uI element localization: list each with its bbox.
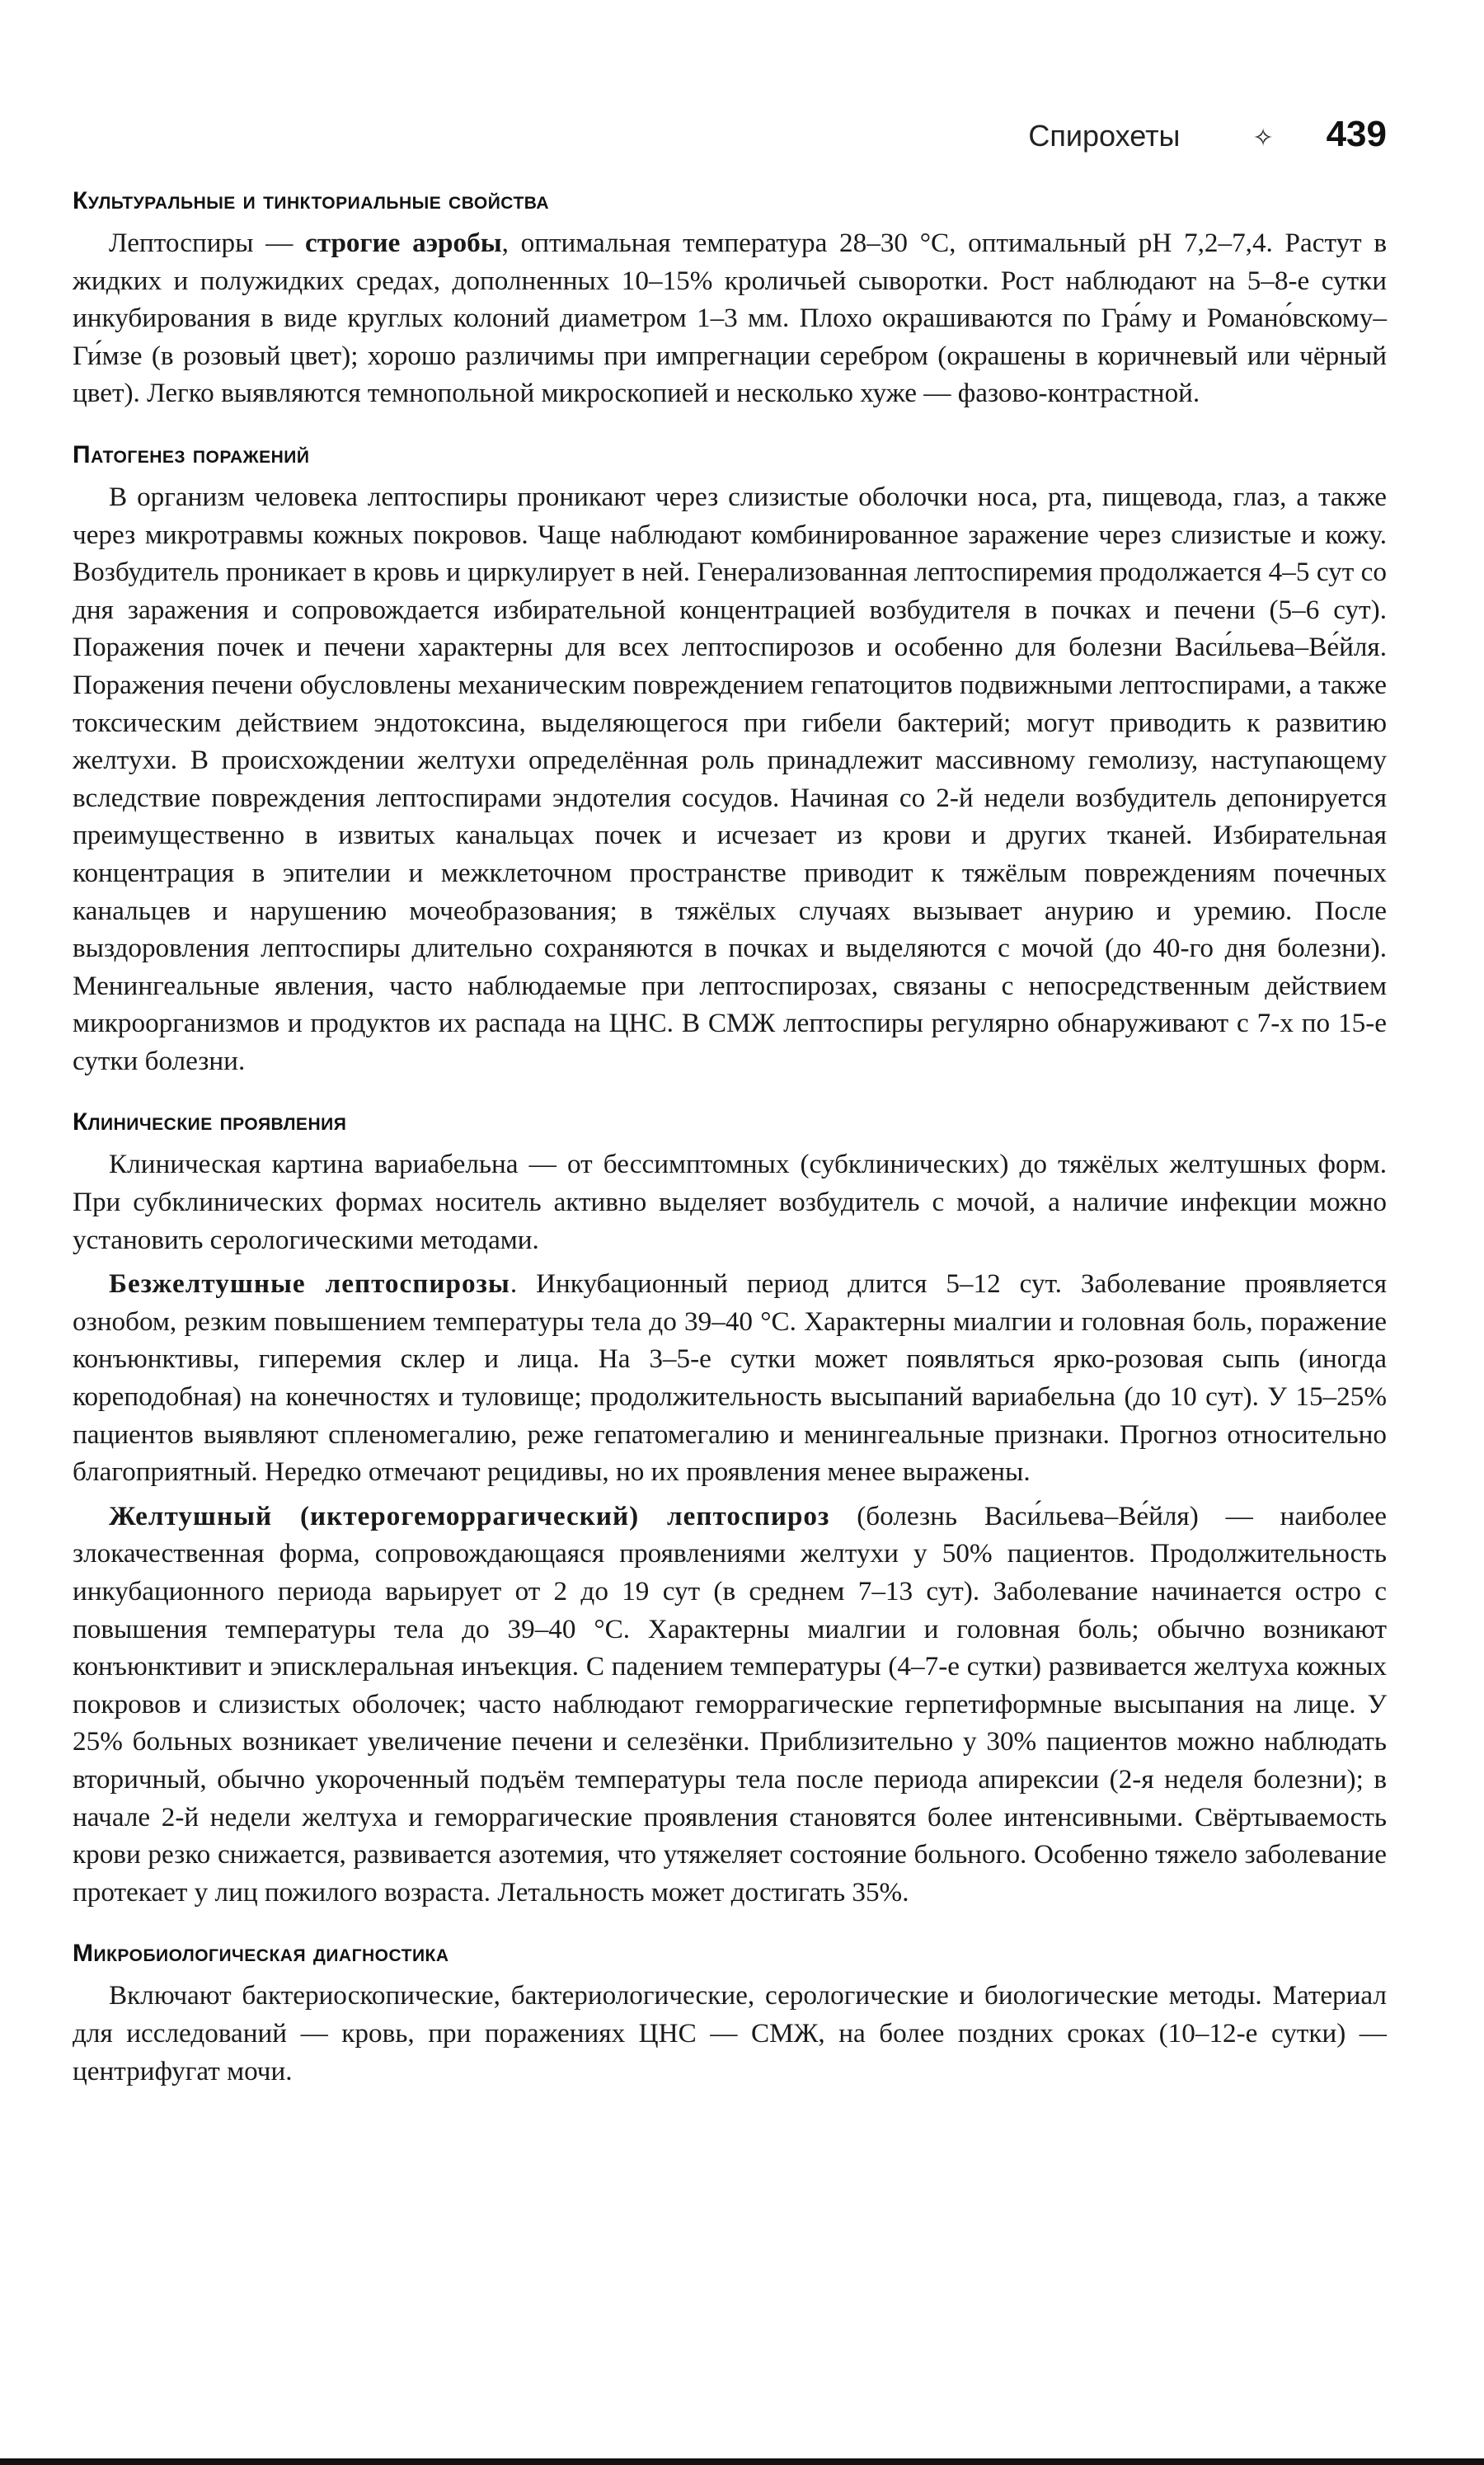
section-heading: Клинические проявления [73, 1108, 347, 1136]
paragraph-text: , оптимальная температура 28–30 °С, оптимальный рН 7,2–7,4. Растут в жидких и полужидких средах, дополненных 10–15% кроличьей сыворотки. Рост наблюдают на 5–8-е сутки инкубирования в виде круглых колоний диаметром 1–3 мм. Плохо окрашиваются по Гра́му и Романо́вскому–Ги́мзе (в розовый цвет); хорошо различимы при импрегнации серебром (окрашены в коричневый или чёрный цвет). Легко выявляются темнопольной микроскопией и несколько хуже — фазово-контрастной. [73, 228, 1388, 409]
section-heading: Культуральные и тинкториальные свойства [73, 187, 550, 214]
paragraph [73, 1498, 1387, 1912]
paragraph-text: В организм человека лептоспиры проникают через слизистые оболочки носа, рта, пищевода, глаз, а также через микротравмы кожных покровов. Чаще наблюдают комбинированное заражение через слизистые и кожу. Возбудитель проникает в кровь и циркулирует в ней. Генерализованная лептоспиремия продолжается 4–5 сут со дня заражения и сопровождается избирательной концентрацией возбудителя в почках и печени (5–6 сут). Поражения почек и печени характерны для всех лептоспирозов и особенно для болезни Васи́льева–Ве́йля. Поражения печени обусловлены механическим повреждением гепатоцитов подвижными лептоспирами, а также токсическим действием эндотоксина, выделяющегося при гибели бактерий; могут приводить к развитию желтухи. В происхождении желтухи определённая роль принадлежит массивному гемолизу, наступающему вследствие повреждения лептоспирами эндотелия сосудов. Начиная со 2-й недели возбудитель депонируется преимущественно в извитых канальцах почек и исчезает из крови и других тканей. Избирательная концентрация в эпителии и межклеточном пространстве приводит к тяжёлым повреждениям почечных канальцев и нарушению мочеобразования; в тяжёлых случаях вызывает анурию и уремию. После выздоровления лептоспиры длительно сохраняются в почках и выделяются с мочой (до 40-го дня болезни). Менингеальные явления, часто наблюдаемые при лептоспирозах, связаны с непосредственным действием микроорганизмов и продуктов их распада на ЦНС. В СМЖ лептоспиры регулярно обнаруживают с 7-х по 15-е сутки болезни. [73, 481, 1387, 1076]
section-pathogenesis [73, 437, 1387, 1080]
paragraph-text: (болезнь Васи́льева–Ве́йля) — наиболее злокачественная форма, сопровождающаяся проявлениями желтухи у 50% пациентов. Продолжительность инкубационного периода варьирует от 2 до 19 сут (в среднем 7–13 сут). Заболевание начинается остро с повышения температуры тела до 39–40 °С. Характерны миалгии и головная боль; обычно возникают конъюнктивит и эписклеральная инъекция. С падением температуры (4–7-е сутки) развивается желтуха кожных покровов и слизистых оболочек; часто наблюдают геморрагические герпетиформные высыпания на лице. У 25% больных возникает увеличение печени и селезёнки. Приблизительно у 30% пациентов можно наблюдать вторичный, обычно укороченный подъём температуры тела после периода апирексии (2-я неделя болезни); в начале 2-й недели желтуха и геморрагические проявления становятся более интенсивными. Свёртываемость крови резко снижается, развивается азотемия, что утяжеляет состояние больного. Особенно тяжело заболевание протекает у лиц пожилого возраста. Летальность может достигать 35%. [73, 1500, 1387, 1908]
page-bottom-edge [0, 2458, 1484, 2465]
running-head-title: Спирохеты [1028, 119, 1181, 153]
running-head [1028, 114, 1387, 155]
ornament-icon: ✧ [1252, 125, 1274, 152]
page-number: 439 [1326, 114, 1387, 154]
paragraph [73, 1145, 1387, 1258]
bold-term: строгие аэробы [305, 228, 502, 258]
paragraph [73, 1977, 1387, 2090]
paragraph [73, 224, 1387, 412]
section-heading: Патогенез поражений [73, 440, 310, 468]
section-clinical-manifestations [73, 1104, 1387, 1911]
section-heading: Микробиологическая диагностика [73, 1940, 449, 1968]
paragraph-text: Включают бактериоскопические, бактериологические, серологические и биологические методы. Материал для исследований — кровь, при поражениях ЦНС — СМЖ, на более поздних сроках (10–12-е сутки) — центрифугат мочи. [73, 1980, 1387, 2086]
paragraph [73, 1265, 1387, 1491]
book-page [73, 0, 1387, 2465]
paragraph-text: Клиническая картина вариабельна — от бессимптомных (субклинических) до тяжёлых желтушных форм. При субклинических формах носитель активно выделяет возбудитель с мочой, а наличие инфекции можно установить серологическими методами. [73, 1149, 1387, 1255]
paragraph-lead: Лептоспиры — [109, 228, 305, 258]
section-cultural-properties [73, 183, 1387, 412]
bold-term: Желтушный (иктерогеморрагический) лептоспироз [109, 1500, 830, 1531]
page-content [73, 183, 1387, 2115]
section-microbiological-diagnostics [73, 1936, 1387, 2090]
paragraph [73, 478, 1387, 1080]
paragraph-text: . Инкубационный период длится 5–12 сут. Заболевание проявляется ознобом, резким повышением температуры тела до 39–40 °С. Характерны миалгии и головная боль, поражение конъюнктивы, гиперемия склер и лица. На 3–5-е сутки может появляться ярко-розовая сыпь (иногда кореподобная) на конечностях и туловище; продолжительность высыпаний вариабельна (до 10 сут). У 15–25% пациентов выявляют спленомегалию, реже гепатомегалию и менингеальные признаки. Прогноз относительно благоприятный. Нередко отмечают рецидивы, но их проявления менее выражены. [73, 1268, 1387, 1488]
bold-term: Безжелтушные лептоспирозы [109, 1268, 510, 1300]
